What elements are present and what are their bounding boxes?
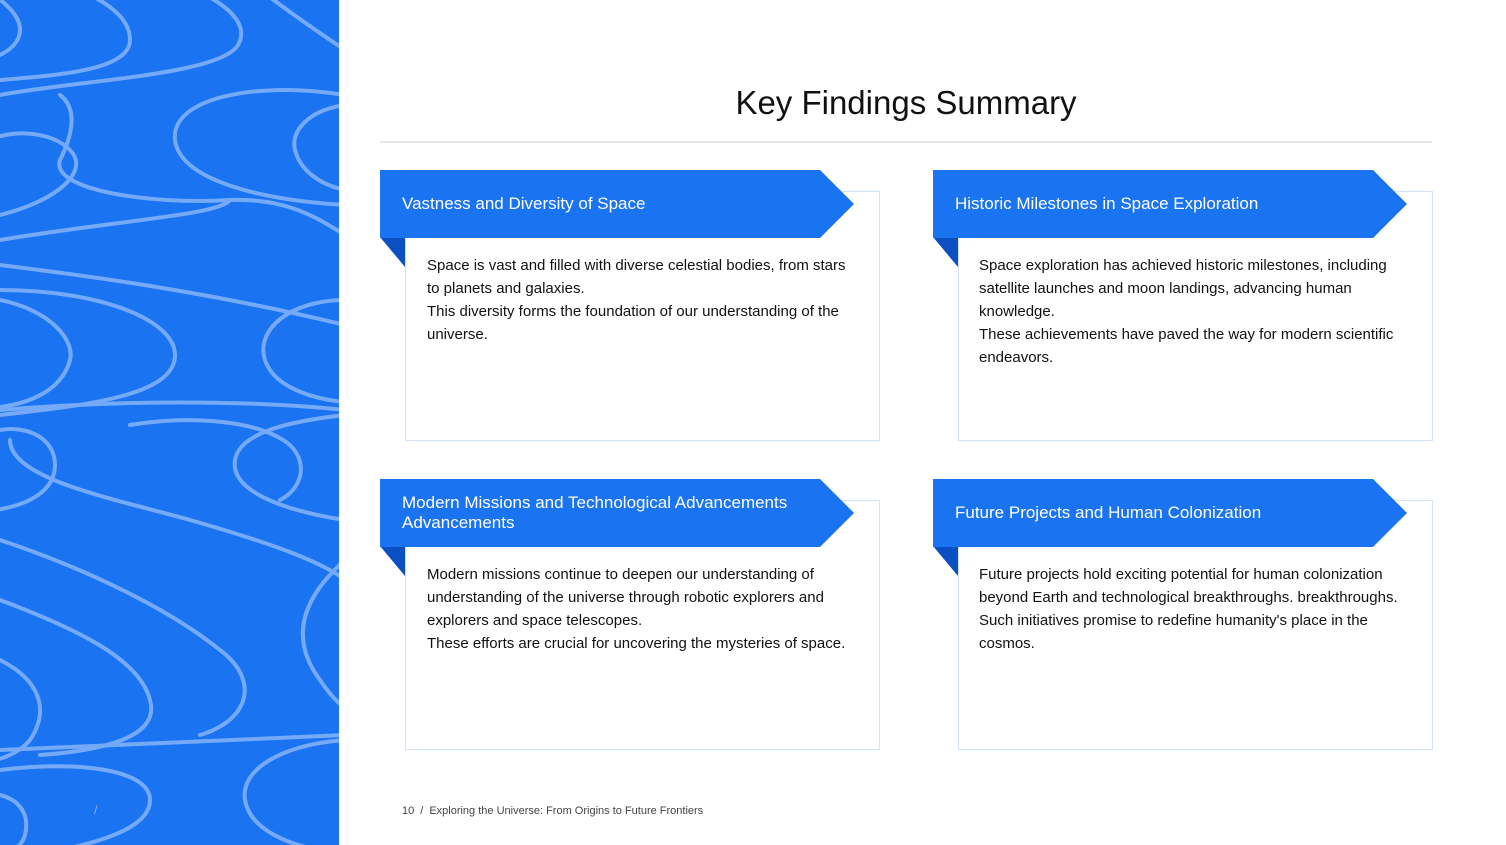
card-heading: Future Projects and Human Colonization <box>955 503 1262 522</box>
card-paragraph: These achievements have paved the way for modern scientific endeavors. <box>979 326 1394 366</box>
card-heading: Vastness and Diversity of Space <box>402 194 646 213</box>
finding-card-vastness <box>380 170 880 450</box>
deck-title: Exploring the Universe: From Origins to Future Frontiers <box>429 805 704 817</box>
banner-fold <box>933 546 958 576</box>
card-body <box>979 563 1409 655</box>
footer-separator: / <box>420 805 424 817</box>
card-body <box>427 563 857 655</box>
card-paragraph: This diversity forms the foundation of our understanding of the universe. <box>427 303 839 343</box>
card-paragraph: Space is vast and filled with diverse celestial bodies, from stars to planets and galaxies. <box>427 257 846 297</box>
banner-fold <box>380 546 405 576</box>
title-divider <box>380 141 1432 143</box>
slide-footer <box>402 805 703 817</box>
finding-card-modern-missions <box>380 479 880 759</box>
card-body <box>979 254 1409 369</box>
card-paragraph: Modern missions continue to deepen our understanding of understanding of the universe through robotic explorers and explorers and space telescopes. <box>427 566 824 629</box>
banner-fold <box>933 237 958 267</box>
card-heading: Historic Milestones in Space Exploration <box>955 194 1259 213</box>
card-paragraph: Space exploration has achieved historic milestones, including satellite launches and moon landings, advancing human knowledge. <box>979 257 1387 320</box>
card-body <box>427 254 857 346</box>
wave-pattern-icon <box>0 0 339 845</box>
page-number: 10 <box>402 805 415 817</box>
card-paragraph: Such initiatives promise to redefine humanity's place in the cosmos. <box>979 612 1368 652</box>
card-paragraph: Future projects hold exciting potential for human colonization beyond Earth and technological breakthroughs. breakthroughs. <box>979 566 1398 606</box>
finding-card-future-projects <box>933 479 1433 759</box>
side-panel-mark: / <box>94 803 98 817</box>
card-heading: Modern Missions and Technological Advancements Advancements <box>402 493 788 532</box>
decorative-side-panel <box>0 0 339 845</box>
banner-fold <box>380 237 405 267</box>
card-paragraph: These efforts are crucial for uncovering the mysteries of space. <box>427 635 846 652</box>
finding-card-milestones <box>933 170 1433 450</box>
page-title: Key Findings Summary <box>735 84 1077 121</box>
